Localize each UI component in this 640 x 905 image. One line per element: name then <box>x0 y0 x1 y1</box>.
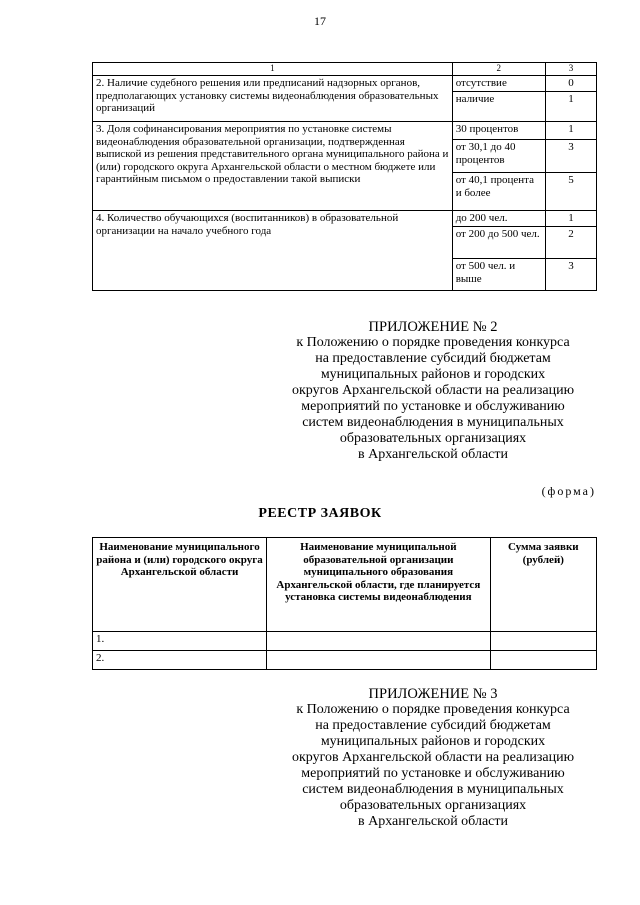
option-label: наличие <box>452 92 545 122</box>
criteria-header-row <box>93 63 597 76</box>
option-score: 3 <box>545 140 596 173</box>
option-label: до 200 чел. <box>452 211 545 227</box>
appendix-2-line: к Положению о порядке проведения конкурса <box>296 335 570 350</box>
registry-row-number: 2. <box>93 651 267 670</box>
option-label: от 40,1 процента и более <box>452 173 545 211</box>
form-label: (форма) <box>541 484 596 498</box>
criteria-header-col1: 1 <box>93 63 453 76</box>
option-score: 5 <box>545 173 596 211</box>
criteria-row <box>93 76 597 92</box>
registry-cell-empty <box>490 651 596 670</box>
page-number: 17 <box>314 14 326 28</box>
appendix-2-line: в Архангельской области <box>358 447 508 462</box>
appendix-2-line: округов Архангельской области на реализацию <box>291 383 575 398</box>
registry-cell-empty <box>490 632 596 651</box>
appendix-3-heading <box>283 686 583 830</box>
registry-header-amount: Сумма заявки (рублей) <box>490 538 596 632</box>
registry-table <box>92 537 597 670</box>
registry-row <box>93 632 597 651</box>
appendix-2-line: мероприятий по установке и обслуживанию <box>301 399 565 414</box>
criteria-header-col2: 2 <box>452 63 545 76</box>
option-label: 30 процентов <box>452 122 545 140</box>
appendix-3-line: систем видеонаблюдения в муниципальных <box>302 782 564 797</box>
appendix-2-line: на предоставление субсидий бюджетам <box>315 351 551 366</box>
appendix-3-line: округов Архангельской области на реализацию <box>291 750 575 765</box>
criterion-text: 4. Количество обучающихся (воспитанников) в образовательной организации на начало учебного года <box>93 211 453 291</box>
registry-header-organization: Наименование муниципальной образовательной организации муниципального образования Архангельской области, где планируется установка системы видеонаблюдения <box>267 538 491 632</box>
criterion-text: 2. Наличие судебного решения или предписаний надзорных органов, предполагающих установку системы видеонаблюдения образовательных организаций <box>93 76 453 122</box>
criterion-text: 3. Доля софинансирования мероприятия по установке системы видеонаблюдения образовательной организации, подтвержденная выпиской из решения представительного органа муниципального района и (или) городского округа Архангельской области о местном бюджете или гарантийным письмом о предоставлении такой выписки <box>93 122 453 211</box>
option-label: отсутствие <box>452 76 545 92</box>
option-score: 1 <box>545 92 596 122</box>
registry-title: РЕЕСТР ЗАЯВОК <box>258 506 382 521</box>
registry-cell-empty <box>267 632 491 651</box>
appendix-2-heading <box>283 319 583 463</box>
option-score: 2 <box>545 227 596 259</box>
appendix-3-line: мероприятий по установке и обслуживанию <box>301 766 565 781</box>
option-label: от 200 до 500 чел. <box>452 227 545 259</box>
appendix-2-title: ПРИЛОЖЕНИЕ № 2 <box>368 319 498 335</box>
appendix-3-line: в Архангельской области <box>358 814 508 829</box>
option-score: 1 <box>545 211 596 227</box>
criteria-header-col3: 3 <box>545 63 596 76</box>
criteria-table <box>92 62 597 291</box>
appendix-2-line: муниципальных районов и городских <box>320 367 546 382</box>
registry-row-number: 1. <box>93 632 267 651</box>
option-label: от 30,1 до 40 процентов <box>452 140 545 173</box>
criteria-row <box>93 122 597 140</box>
criteria-row <box>93 211 597 227</box>
appendix-3-title: ПРИЛОЖЕНИЕ № 3 <box>368 686 498 702</box>
registry-header-district: Наименование муниципального района и (или) городского округа Архангельской области <box>93 538 267 632</box>
option-score: 3 <box>545 259 596 291</box>
appendix-2-line: систем видеонаблюдения в муниципальных <box>302 415 564 430</box>
registry-row <box>93 651 597 670</box>
option-score: 0 <box>545 76 596 92</box>
registry-header-row <box>93 538 597 632</box>
option-label: от 500 чел. и выше <box>452 259 545 291</box>
appendix-3-line: к Положению о порядке проведения конкурса <box>296 702 570 717</box>
option-score: 1 <box>545 122 596 140</box>
appendix-3-line: на предоставление субсидий бюджетам <box>315 718 551 733</box>
appendix-3-line: муниципальных районов и городских <box>320 734 546 749</box>
appendix-2-line: образовательных организациях <box>339 431 527 446</box>
appendix-3-line: образовательных организациях <box>339 798 527 813</box>
registry-cell-empty <box>267 651 491 670</box>
